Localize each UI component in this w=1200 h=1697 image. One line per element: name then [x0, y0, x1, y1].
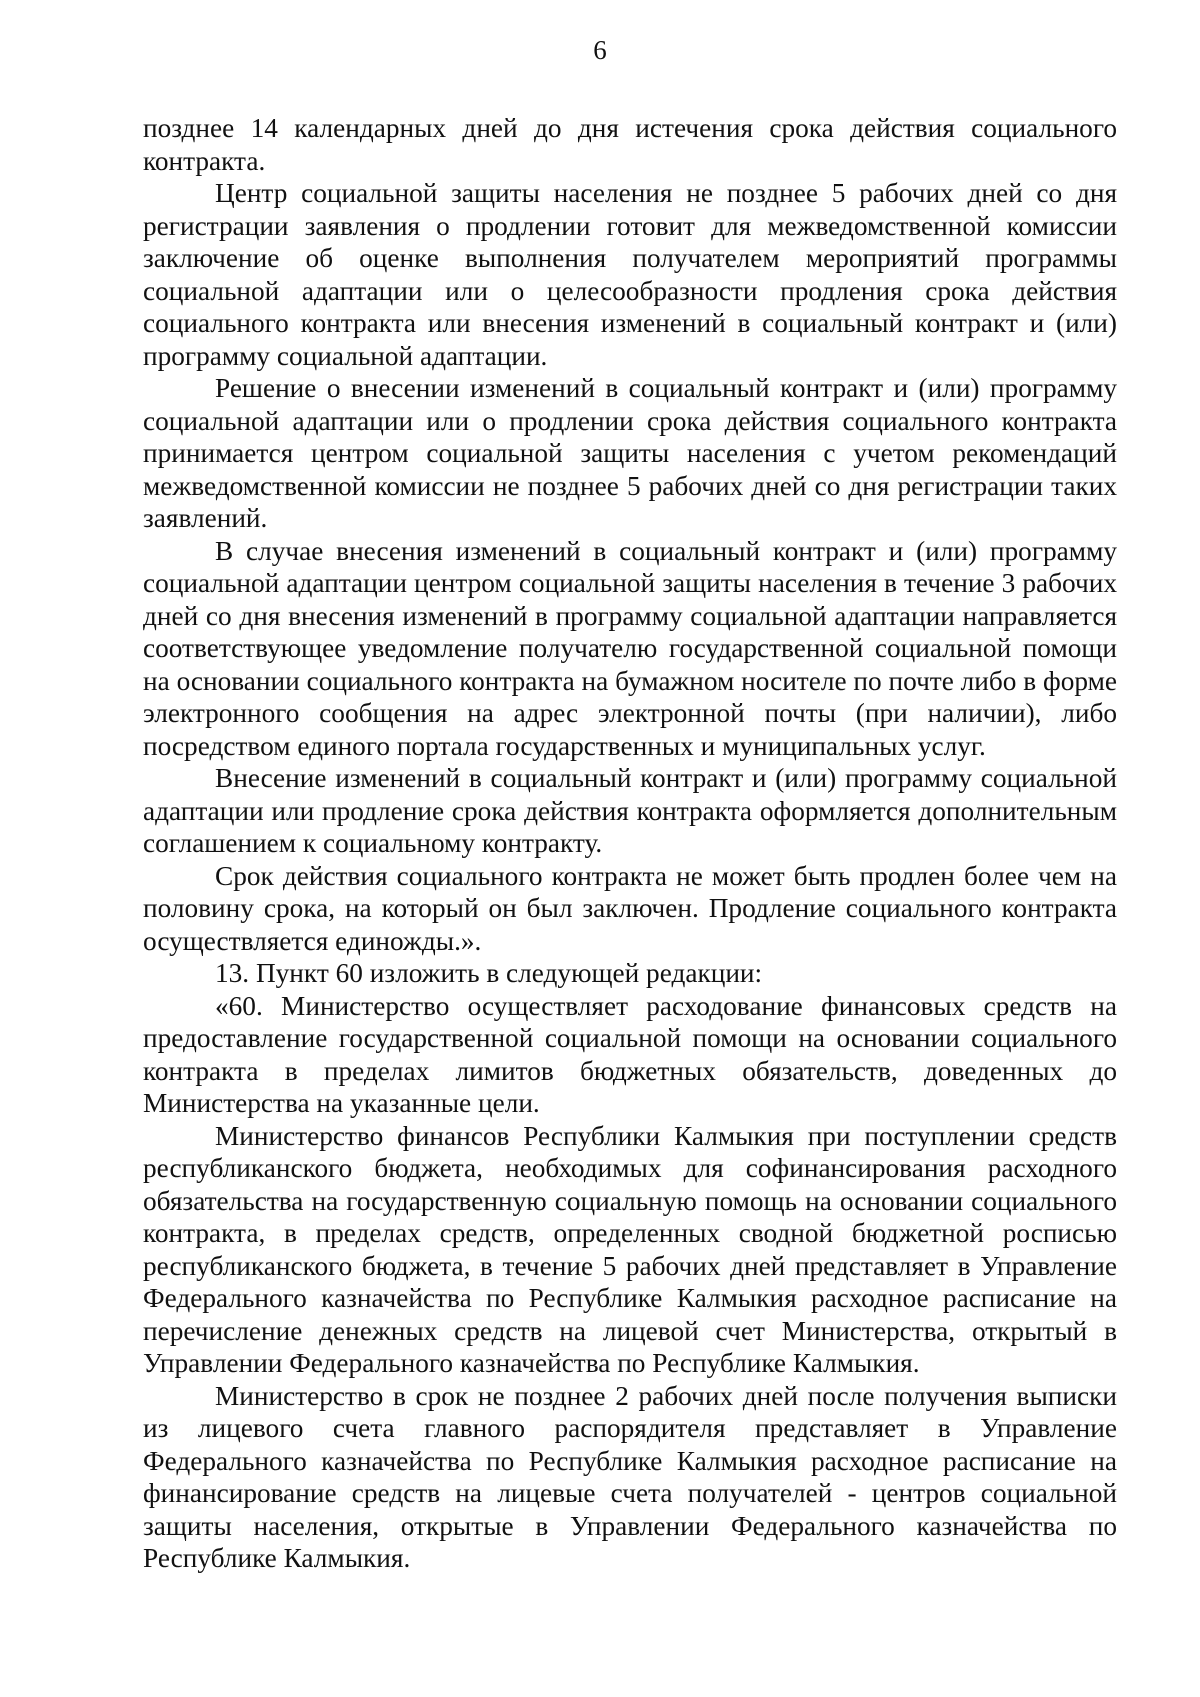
paragraph: Министерство в срок не позднее 2 рабочих дней после получения выписки из лицевого счета главного распорядителя представляет в Управление Федерального казначейства по Республике Калмыкия расходное расписание на финансирование средств на лицевые счета получателей - центров социальной защиты населения, открытые в Управлении Федерального казначейства по Республике Калмыкия. [143, 1380, 1117, 1573]
document-body [143, 112, 1117, 1575]
paragraph: Министерство финансов Республики Калмыкия при поступлении средств республиканского бюджета, необходимых для софинансирования расходного обязательства на государственную социальную помощь на основании социального контракта, в пределах средств, определенных сводной бюджетной росписью республиканского бюджета, в течение 5 рабочих дней представляет в Управление Федерального казначейства по Республике Калмыкия расходное расписание на перечисление денежных средств на лицевой счет Министерства, открытый в Управлении Федерального казначейства по Республике Калмыкия. [143, 1120, 1117, 1378]
paragraph: Решение о внесении изменений в социальный контракт и (или) программу социальной адаптации или о продлении срока действия социального контракта принимается центром социальной защиты населения с учетом рекомендаций межведомственной комиссии не позднее 5 рабочих дней со дня регистрации таких заявлений. [143, 373, 1117, 533]
paragraph-item-heading: 13. Пункт 60 изложить в следующей редакции: [215, 958, 763, 988]
paragraph: Срок действия социального контракта не может быть продлен более чем на половину срока, на который он был заключен. Продление социального контракта осуществляется единожды.». [143, 860, 1117, 956]
paragraph: Центр социальной защиты населения не позднее 5 рабочих дней со дня регистрации заявления о продлении готовит для межведомственной комиссии заключение об оценке выполнения получателем мероприятий программы социальной адаптации или о целесообразности продления срока действия социального контракта или внесения изменений в социальный контракт и (или) программу социальной адаптации. [143, 178, 1117, 371]
paragraph: «60. Министерство осуществляет расходование финансовых средств на предоставление государственной социальной помощи на основании социального контракта в пределах лимитов бюджетных обязательств, доведенных до Министерства на указанные цели. [143, 990, 1117, 1118]
page-number: 6 [593, 35, 607, 65]
paragraph-continuation: позднее 14 календарных дней до дня истечения срока действия социального контракта. [143, 113, 1117, 176]
paragraph: В случае внесения изменений в социальный контракт и (или) программу социальной адаптации центром социальной защиты населения в течение 3 рабочих дней со дня внесения изменений в программу социальной адаптации направляется соответствующее уведомление получателю государственной социальной помощи на основании социального контракта на бумажном носителе по почте либо в форме электронного сообщения на адрес электронной почты (при наличии), либо посредством единого портала государственных и муниципальных услуг. [143, 535, 1117, 761]
paragraph: Внесение изменений в социальный контракт и (или) программу социальной адаптации или продление срока действия контракта оформляется дополнительным соглашением к социальному контракту. [143, 763, 1117, 858]
